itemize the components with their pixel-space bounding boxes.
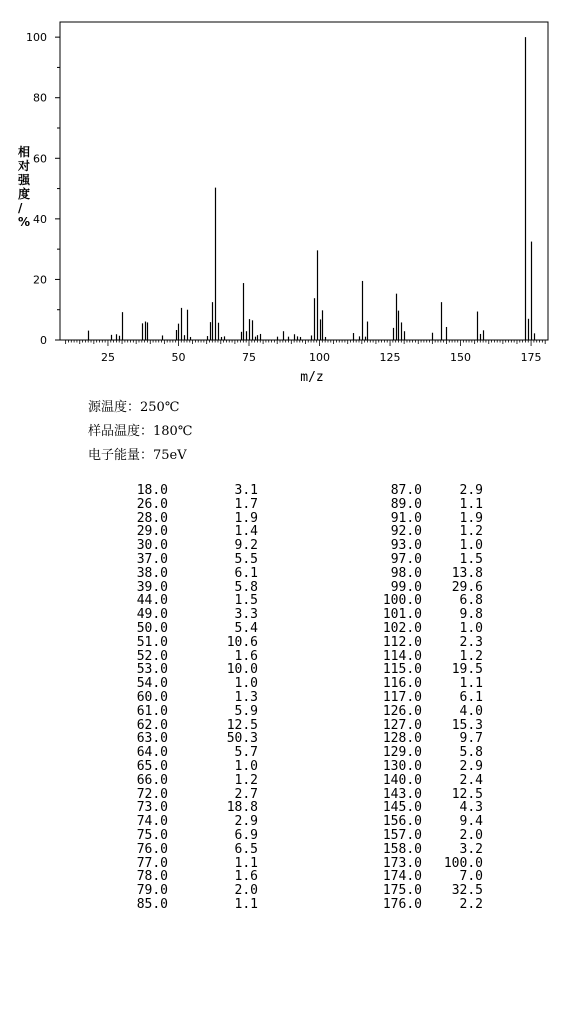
intensity-cell: 10.6 xyxy=(226,634,258,650)
intensity-cell: 7.0 xyxy=(459,869,483,885)
mz-cell: 37.0 xyxy=(136,551,168,567)
mz-cell: 91.0 xyxy=(390,510,422,526)
intensity-cell: 12.5 xyxy=(451,786,483,802)
x-axis-label: m/z xyxy=(300,370,324,385)
table-row xyxy=(120,898,483,912)
intensity-cell: 29.6 xyxy=(451,579,483,595)
intensity-cell: 2.9 xyxy=(234,814,258,830)
mz-cell: 74.0 xyxy=(136,814,168,830)
mz-cell: 51.0 xyxy=(136,634,168,650)
intensity-cell: 2.9 xyxy=(459,758,483,774)
spectrum-bars xyxy=(89,37,535,340)
table-row xyxy=(120,843,483,857)
y-axis-label-char: 对 xyxy=(18,159,31,173)
intensity-cell: 2.2 xyxy=(459,896,483,912)
intensity-cell: 1.9 xyxy=(459,510,483,526)
intensity-cell: 9.2 xyxy=(234,538,258,554)
y-tick-label: 100 xyxy=(26,31,47,45)
tick-labels xyxy=(26,31,542,364)
plot-border xyxy=(60,22,548,340)
y-tick-label: 80 xyxy=(33,91,47,105)
table-row xyxy=(120,719,483,733)
intensity-cell: 2.4 xyxy=(459,772,483,788)
table-row xyxy=(120,663,483,677)
table-row xyxy=(120,567,483,581)
y-axis-label-char: 强 xyxy=(18,173,31,187)
mz-cell: 85.0 xyxy=(136,896,168,912)
mz-cell: 73.0 xyxy=(136,800,168,816)
mz-cell: 28.0 xyxy=(136,510,168,526)
mz-cell: 176.0 xyxy=(382,896,422,912)
intensity-cell: 2.0 xyxy=(459,827,483,843)
table-row xyxy=(120,525,483,539)
intensity-cell: 100.0 xyxy=(443,855,483,871)
mz-cell: 112.0 xyxy=(382,634,422,650)
table-row xyxy=(120,746,483,760)
x-tick-label: 75 xyxy=(241,351,256,364)
mz-cell: 93.0 xyxy=(390,538,422,554)
intensity-cell: 19.5 xyxy=(451,662,483,678)
intensity-cell: 6.8 xyxy=(459,593,483,609)
mz-cell: 175.0 xyxy=(382,883,422,899)
source-temperature: 源温度：250℃ xyxy=(88,400,180,415)
intensity-cell: 5.8 xyxy=(234,579,258,595)
mz-cell: 53.0 xyxy=(136,662,168,678)
intensity-cell: 4.3 xyxy=(459,800,483,816)
intensity-cell: 1.2 xyxy=(459,524,483,540)
mz-cell: 140.0 xyxy=(382,772,422,788)
intensity-cell: 1.3 xyxy=(234,689,258,705)
intensity-cell: 1.6 xyxy=(234,648,258,664)
mz-cell: 76.0 xyxy=(136,841,168,857)
y-tick-label: 40 xyxy=(33,212,47,226)
mz-cell: 98.0 xyxy=(390,565,422,581)
table-row xyxy=(120,498,483,512)
mz-cell: 115.0 xyxy=(382,662,422,678)
table-row xyxy=(120,636,483,650)
intensity-cell: 5.5 xyxy=(234,551,258,567)
intensity-cell: 9.7 xyxy=(459,731,483,747)
y-axis-label-char: % xyxy=(18,215,31,229)
mz-cell: 62.0 xyxy=(136,717,168,733)
mz-cell: 116.0 xyxy=(382,676,422,692)
x-tick-label: 150 xyxy=(450,351,472,364)
intensity-cell: 50.3 xyxy=(226,731,258,747)
intensity-cell: 9.8 xyxy=(459,607,483,623)
y-axis-label xyxy=(17,144,31,229)
intensity-cell: 3.2 xyxy=(459,841,483,857)
mz-cell: 92.0 xyxy=(390,524,422,540)
intensity-cell: 1.0 xyxy=(459,620,483,636)
mz-cell: 100.0 xyxy=(382,593,422,609)
x-tick-label: 100 xyxy=(309,351,331,364)
mz-cell: 54.0 xyxy=(136,676,168,692)
mz-cell: 29.0 xyxy=(136,524,168,540)
table-row xyxy=(120,760,483,774)
y-tick-label: 0 xyxy=(40,334,47,347)
mz-cell: 61.0 xyxy=(136,703,168,719)
mz-cell: 158.0 xyxy=(382,841,422,857)
x-tick-label: 50 xyxy=(171,351,186,364)
table-row xyxy=(120,870,483,884)
table-row xyxy=(120,512,483,526)
y-axis-label-char: 度 xyxy=(18,187,31,201)
peak-table xyxy=(120,484,483,912)
y-tick-label: 20 xyxy=(33,273,47,287)
mz-cell: 77.0 xyxy=(136,855,168,871)
mz-cell: 79.0 xyxy=(136,883,168,899)
intensity-cell: 6.1 xyxy=(459,689,483,705)
intensity-cell: 3.1 xyxy=(234,483,258,498)
mz-cell: 130.0 xyxy=(382,758,422,774)
intensity-cell: 12.5 xyxy=(226,717,258,733)
mz-cell: 99.0 xyxy=(390,579,422,595)
table-row xyxy=(120,774,483,788)
table-row xyxy=(120,705,483,719)
mz-cell: 143.0 xyxy=(382,786,422,802)
table-row xyxy=(120,650,483,664)
y-axis-label-char: / xyxy=(18,201,23,215)
table-row xyxy=(120,788,483,802)
intensity-cell: 1.2 xyxy=(459,648,483,664)
table-row xyxy=(120,857,483,871)
intensity-cell: 1.0 xyxy=(234,676,258,692)
intensity-cell: 4.0 xyxy=(459,703,483,719)
mz-cell: 145.0 xyxy=(382,800,422,816)
intensity-cell: 9.4 xyxy=(459,814,483,830)
intensity-cell: 2.9 xyxy=(459,483,483,498)
mz-cell: 44.0 xyxy=(136,593,168,609)
mz-cell: 30.0 xyxy=(136,538,168,554)
y-axis-label-char: 相 xyxy=(18,145,31,159)
intensity-cell: 1.0 xyxy=(234,758,258,774)
mz-cell: 156.0 xyxy=(382,814,422,830)
table-row xyxy=(120,608,483,622)
table-row xyxy=(120,801,483,815)
intensity-cell: 5.9 xyxy=(234,703,258,719)
table-row xyxy=(120,594,483,608)
intensity-cell: 1.2 xyxy=(234,772,258,788)
intensity-cell: 18.8 xyxy=(226,800,258,816)
mz-cell: 101.0 xyxy=(382,607,422,623)
mz-cell: 50.0 xyxy=(136,620,168,636)
sample-temperature: 样品温度：180℃ xyxy=(88,424,193,439)
intensity-cell: 1.4 xyxy=(234,524,258,540)
mz-cell: 128.0 xyxy=(382,731,422,747)
intensity-cell: 1.5 xyxy=(234,593,258,609)
mz-cell: 114.0 xyxy=(382,648,422,664)
intensity-cell: 32.5 xyxy=(451,883,483,899)
axis-ticks xyxy=(55,37,545,346)
intensity-cell: 1.6 xyxy=(234,869,258,885)
mz-cell: 78.0 xyxy=(136,869,168,885)
mz-cell: 174.0 xyxy=(382,869,422,885)
table-row xyxy=(120,677,483,691)
mz-cell: 97.0 xyxy=(390,551,422,567)
intensity-cell: 2.3 xyxy=(459,634,483,650)
table-row xyxy=(120,553,483,567)
mz-cell: 126.0 xyxy=(382,703,422,719)
mz-cell: 63.0 xyxy=(136,731,168,747)
intensity-cell: 1.1 xyxy=(459,676,483,692)
table-row xyxy=(120,484,483,498)
mass-spectrum-chart xyxy=(0,0,570,392)
intensity-cell: 6.9 xyxy=(234,827,258,843)
plot-frame xyxy=(60,22,548,340)
mz-cell: 129.0 xyxy=(382,745,422,761)
intensity-cell: 6.1 xyxy=(234,565,258,581)
mz-cell: 52.0 xyxy=(136,648,168,664)
intensity-cell: 13.8 xyxy=(451,565,483,581)
table-row xyxy=(120,884,483,898)
intensity-cell: 1.5 xyxy=(459,551,483,567)
intensity-cell: 1.1 xyxy=(234,855,258,871)
intensity-cell: 1.7 xyxy=(234,496,258,512)
table-row xyxy=(120,829,483,843)
mz-cell: 89.0 xyxy=(390,496,422,512)
mz-cell: 66.0 xyxy=(136,772,168,788)
mz-cell: 72.0 xyxy=(136,786,168,802)
intensity-cell: 6.5 xyxy=(234,841,258,857)
mz-cell: 49.0 xyxy=(136,607,168,623)
mz-cell: 39.0 xyxy=(136,579,168,595)
intensity-cell: 1.1 xyxy=(459,496,483,512)
mz-cell: 173.0 xyxy=(382,855,422,871)
intensity-cell: 1.0 xyxy=(459,538,483,554)
x-tick-label: 125 xyxy=(379,351,401,364)
mz-cell: 60.0 xyxy=(136,689,168,705)
intensity-cell: 10.0 xyxy=(226,662,258,678)
table-row xyxy=(120,732,483,746)
mz-cell: 157.0 xyxy=(382,827,422,843)
intensity-cell: 15.3 xyxy=(451,717,483,733)
electron-energy: 电子能量：75eV xyxy=(88,448,187,463)
intensity-cell: 2.0 xyxy=(234,883,258,899)
x-tick-label: 25 xyxy=(100,351,115,364)
mz-cell: 26.0 xyxy=(136,496,168,512)
mz-cell: 38.0 xyxy=(136,565,168,581)
table-row xyxy=(120,815,483,829)
table-row xyxy=(120,691,483,705)
mz-cell: 102.0 xyxy=(382,620,422,636)
table-row xyxy=(120,622,483,636)
y-tick-label: 60 xyxy=(33,152,47,166)
instrument-conditions xyxy=(88,396,192,468)
table-row xyxy=(120,539,483,553)
table-row xyxy=(120,581,483,595)
mz-cell: 87.0 xyxy=(390,483,422,498)
intensity-cell: 2.7 xyxy=(234,786,258,802)
mz-cell: 75.0 xyxy=(136,827,168,843)
intensity-cell: 5.4 xyxy=(234,620,258,636)
mz-cell: 64.0 xyxy=(136,745,168,761)
mz-cell: 18.0 xyxy=(136,483,168,498)
mz-cell: 117.0 xyxy=(382,689,422,705)
intensity-cell: 5.7 xyxy=(234,745,258,761)
mz-cell: 65.0 xyxy=(136,758,168,774)
intensity-cell: 1.1 xyxy=(234,896,258,912)
mz-cell: 127.0 xyxy=(382,717,422,733)
intensity-cell: 3.3 xyxy=(234,607,258,623)
intensity-cell: 5.8 xyxy=(459,745,483,761)
intensity-cell: 1.9 xyxy=(234,510,258,526)
x-tick-label: 175 xyxy=(520,351,542,364)
